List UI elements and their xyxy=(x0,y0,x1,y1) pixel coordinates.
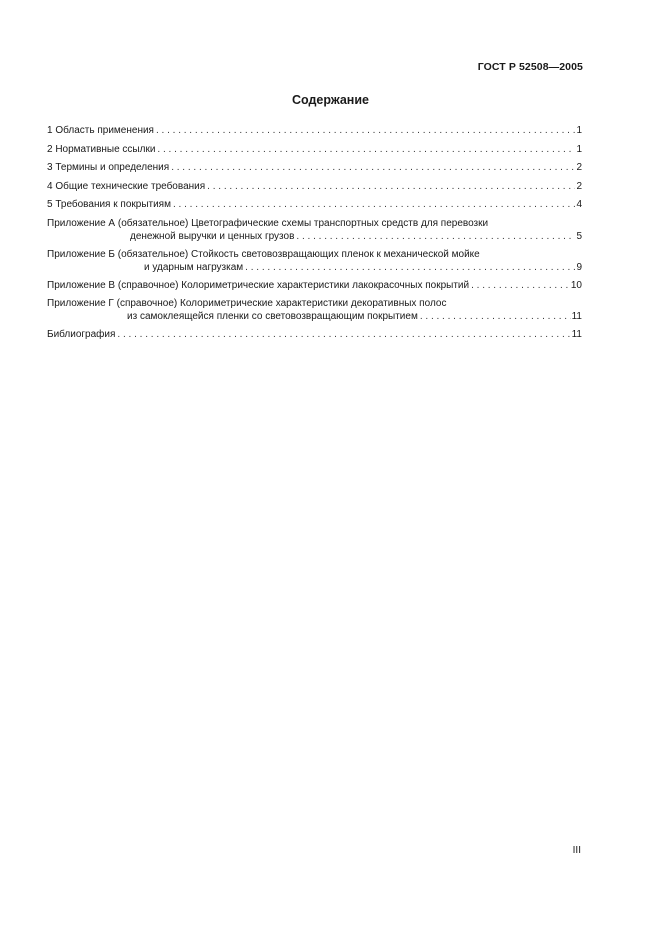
toc-entry-label: 3 Термины и определения xyxy=(47,162,170,173)
page-number: III xyxy=(572,845,581,856)
toc-entry-page: 2 xyxy=(576,180,582,192)
toc-entry-label: 1 Область применения xyxy=(47,125,154,136)
toc-entry-label: Приложение В (справочное) Колориметрические характеристики лакокрасочных покрытий xyxy=(47,279,470,291)
toc-entry-appendix-a[interactable] xyxy=(47,217,582,243)
dot-leader xyxy=(156,124,575,137)
toc-entry-page: 2 xyxy=(576,162,582,173)
toc-entry-page: 5 xyxy=(576,230,582,242)
toc-entry-label: 4 Общие технические требования xyxy=(47,180,206,192)
dot-leader xyxy=(245,261,575,274)
toc-entry-page: 10 xyxy=(570,279,582,291)
dot-leader xyxy=(471,279,570,292)
toc-entry-label: Приложение А (обязательное) Цветографические схемы транспортных средств для перевозки xyxy=(47,217,489,229)
toc-entry-page: 9 xyxy=(576,261,582,273)
toc-entry-general-requirements[interactable] xyxy=(47,180,582,193)
dot-leader xyxy=(173,198,575,211)
dot-leader xyxy=(420,310,571,323)
toc-entry-label-continued: и ударным нагрузкам xyxy=(144,261,244,273)
toc-entry-label: 2 Нормативные ссылки xyxy=(47,143,156,155)
table-of-contents xyxy=(47,124,582,347)
toc-entry-page: 1 xyxy=(576,143,582,155)
toc-entry-appendix-b[interactable] xyxy=(47,248,582,274)
toc-entry-terms[interactable] xyxy=(47,161,582,174)
toc-entry-page: 1 xyxy=(576,125,582,136)
toc-title: Содержание xyxy=(291,93,369,107)
toc-entry-appendix-v[interactable] xyxy=(47,279,582,292)
toc-entry-page: 4 xyxy=(576,199,582,210)
toc-entry-scope[interactable] xyxy=(47,124,582,137)
toc-entry-label-continued: денежной выручки и ценных грузов xyxy=(130,230,295,242)
dot-leader xyxy=(171,161,575,174)
document-code: ГОСТ Р 52508—2005 xyxy=(477,61,583,73)
toc-entry-label: Приложение Б (обязательное) Стойкость световозвращающих пленок к механической мойке xyxy=(47,248,480,260)
toc-entry-label: Библиография xyxy=(47,329,116,340)
toc-entry-appendix-g[interactable] xyxy=(47,297,582,323)
toc-entry-coating-requirements[interactable] xyxy=(47,198,582,211)
dot-leader xyxy=(296,230,575,243)
toc-entry-label: Приложение Г (справочное) Колориметрические характеристики декоративных полос xyxy=(47,298,447,309)
toc-entry-page: 11 xyxy=(571,329,582,340)
toc-entry-label: 5 Требования к покрытиям xyxy=(47,199,171,210)
dot-leader xyxy=(207,180,575,193)
dot-leader xyxy=(157,143,575,156)
toc-entry-bibliography[interactable] xyxy=(47,328,582,341)
toc-entry-page: 11 xyxy=(571,311,582,322)
toc-entry-label-continued: из самоклеящейся пленки со световозвращающим покрытием xyxy=(127,311,418,322)
dot-leader xyxy=(117,328,570,341)
toc-entry-normative-references[interactable] xyxy=(47,143,582,156)
